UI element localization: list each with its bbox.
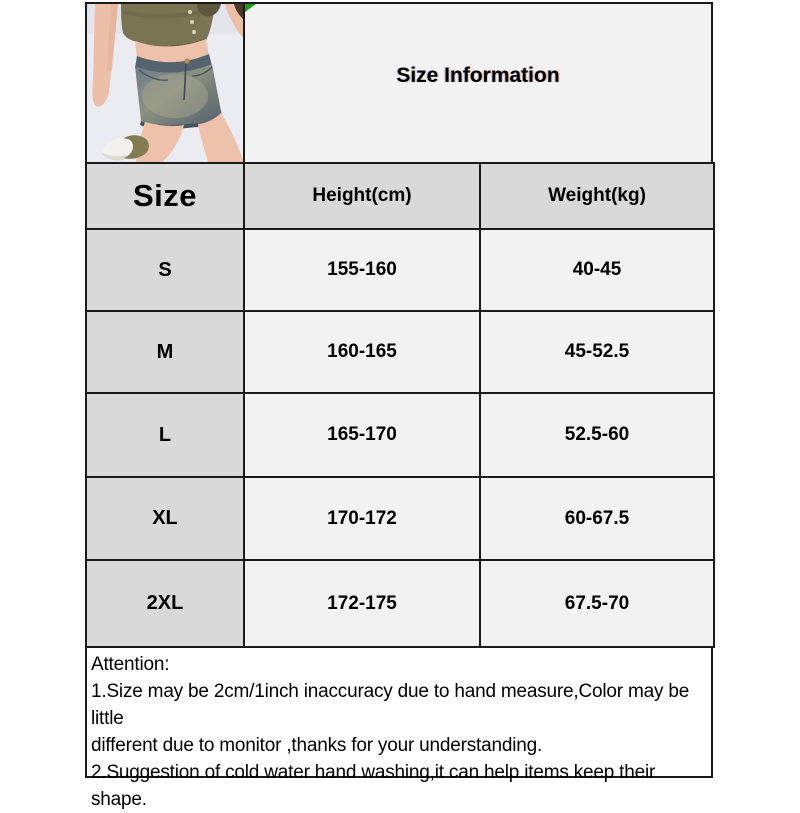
table-row-xl: [86, 477, 714, 560]
height-value: 172-175: [244, 560, 480, 647]
size-label: M: [86, 311, 244, 393]
height-value: 165-170: [244, 393, 480, 477]
attention-line: different due to monitor ,thanks for your understanding.: [91, 735, 543, 756]
size-label: S: [86, 229, 244, 311]
top-row: [85, 2, 713, 162]
height-value: 155-160: [244, 229, 480, 311]
weight-value: 52.5-60: [480, 393, 714, 477]
size-label: XL: [86, 477, 244, 560]
page-title: Size Information: [396, 64, 560, 87]
weight-value: 40-45: [480, 229, 714, 311]
attention-line: 1.Size may be 2cm/1inch inaccuracy due to hand measure,Color may be little: [91, 681, 690, 729]
height-value: 160-165: [244, 311, 480, 393]
column-header-size: Size: [86, 163, 244, 229]
model-photo-illustration: [87, 4, 243, 162]
attention-line: 2.Suggestion of cold water hand washing,it can help items keep their shape.: [91, 762, 656, 810]
column-header-weight: Weight(kg): [480, 163, 714, 229]
height-value: 170-172: [244, 477, 480, 560]
title-cell: [245, 4, 711, 162]
column-header-height: Height(cm): [244, 163, 480, 229]
table-row-s: [86, 229, 714, 311]
weight-value: 45-52.5: [480, 311, 714, 393]
table-row-2xl: [86, 560, 714, 647]
attention-box: [85, 648, 713, 810]
product-photo: [87, 4, 245, 162]
size-chart-sheet: [85, 2, 713, 810]
weight-value: 67.5-70: [480, 560, 714, 647]
size-table: [85, 162, 715, 648]
table-row-l: [86, 393, 714, 477]
weight-value: 60-67.5: [480, 477, 714, 560]
green-corner-marker-icon: [245, 4, 256, 12]
table-row-m: [86, 311, 714, 393]
size-label: 2XL: [86, 560, 244, 647]
attention-heading: Attention:: [91, 654, 170, 675]
header-row: [86, 163, 714, 229]
size-label: L: [86, 393, 244, 477]
